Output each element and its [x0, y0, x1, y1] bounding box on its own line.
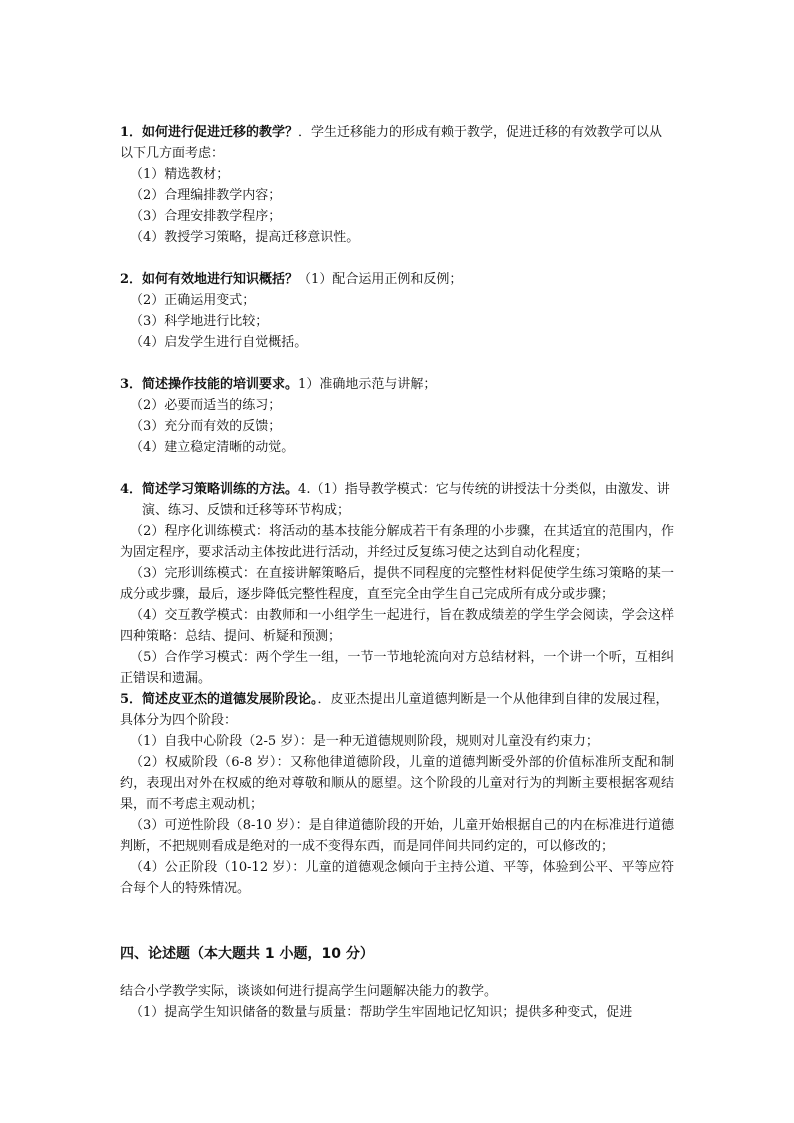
- question-4: [120, 479, 674, 521]
- question-5-item-4: （4）公正阶段（10-12 岁）：儿童的道德观念倾向于主持公道、平等，体验到公平、平等应符合每个人的特殊情况。: [120, 860, 674, 896]
- question-5: [120, 689, 674, 731]
- question-4-lead: 4.（1）指导教学模式：它与传统的讲授法十分类似，由激发、讲演、练习、反馈和迁移等环节构成；: [142, 482, 670, 518]
- question-1-item-1: （1）精选教材；: [130, 167, 230, 182]
- question-1: [120, 122, 674, 164]
- question-1-item-2: （2）合理编排教学内容；: [130, 188, 282, 203]
- question-3-title: 3．简述操作技能的培训要求。: [120, 377, 299, 392]
- question-3-item-2: （3）充分而有效的反馈；: [130, 419, 282, 434]
- question-2-title: 2．如何有效地进行知识概括？: [120, 272, 299, 287]
- question-4-item-5: （5）合作学习模式：两个学生一组，一节一节地轮流向对方总结材料，一个讲一个听，互相纠正错误和遗漏。: [120, 650, 674, 686]
- question-3-lead: 1）准确地示范与讲解；: [298, 377, 437, 392]
- question-4-title: 4．简述学习策略训练的方法。: [120, 482, 299, 497]
- question-3-item-3: （4）建立稳定清晰的动觉。: [130, 440, 295, 455]
- question-5-item-1: （1）自我中心阶段（2-5 岁）：是一种无道德规则阶段，规则对儿童没有约束力；: [130, 734, 599, 749]
- question-4-item-2: （2）程序化训练模式：将活动的基本技能分解成若干有条理的小步骤，在其适宜的范围内，作为固定程序，要求活动主体按此进行活动，并经过反复练习使之达到自动化程度；: [120, 524, 674, 560]
- question-2-lead: （1）配合运用正例和反例；: [298, 272, 463, 287]
- question-1-lead: ．学生迁移能力的形成有赖于教学，促进迁移的有效教学可以从以下几方面考虑：: [120, 125, 663, 161]
- question-5-item-3: （3）可逆性阶段（8-10 岁）：是自律道德阶段的开始，儿童开始根据自己的内在标准进行道德判断，不把规则看成是绝对的一成不变得东西，而是同伴间共同约定的，可以修改的；: [120, 818, 674, 854]
- question-1-item-4: （4）教授学习策略，提高迁移意识性。: [130, 230, 360, 245]
- essay-prompt: 结合小学教学实际，谈谈如何进行提高学生问题解决能力的教学。: [120, 984, 498, 999]
- question-1-item-3: （3）合理安排教学程序；: [130, 209, 282, 224]
- question-4-item-3: （3）完形训练模式：在直接讲解策略后，提供不同程度的完整性材料促使学生练习策略的某一成分或步骤，最后，逐步降低完整性程度，直至完全由学生自己完成所有成分或步骤；: [120, 566, 674, 602]
- question-5-title: 5．简述皮亚杰的道德发展阶段论。: [120, 692, 318, 707]
- question-2-item-2: （3）科学地进行比较；: [130, 314, 269, 329]
- document-page: [120, 122, 674, 1023]
- question-2-item-3: （4）启发学生进行自觉概括。: [130, 335, 308, 350]
- question-1-title: 1．如何进行促进迁移的教学？: [120, 125, 299, 140]
- question-4-item-4: （4）交互教学模式：由教师和一小组学生一起进行，旨在教成绩差的学生学会阅读，学会这样四种策略：总结、提问、析疑和预测；: [120, 608, 674, 644]
- question-5-lead: ．皮亚杰提出儿童道德判断是一个从他律到自律的发展过程，具体分为四个阶段：: [120, 692, 669, 728]
- question-3: [120, 374, 674, 395]
- question-2-item-1: （2）正确运用变式；: [130, 293, 256, 308]
- question-3-item-1: （2）必要而适当的练习；: [130, 398, 282, 413]
- question-5-item-2: （2）权威阶段（6-8 岁）：又称他律道德阶段，儿童的道德判断受外部的价值标准所支配和制约，表现出对外在权威的绝对尊敬和顺从的愿望。这个阶段的儿童对行为的判断主要根据客观结果，而不考虑主观动机；: [120, 755, 674, 812]
- essay-point-1: （1）提高学生知识储备的数量与质量：帮助学生牢固地记忆知识；提供多种变式，促进: [130, 1005, 633, 1020]
- question-2: [120, 269, 674, 290]
- section-4-title: 四、论述题（本大题共 1 小题，10 分）: [120, 946, 374, 962]
